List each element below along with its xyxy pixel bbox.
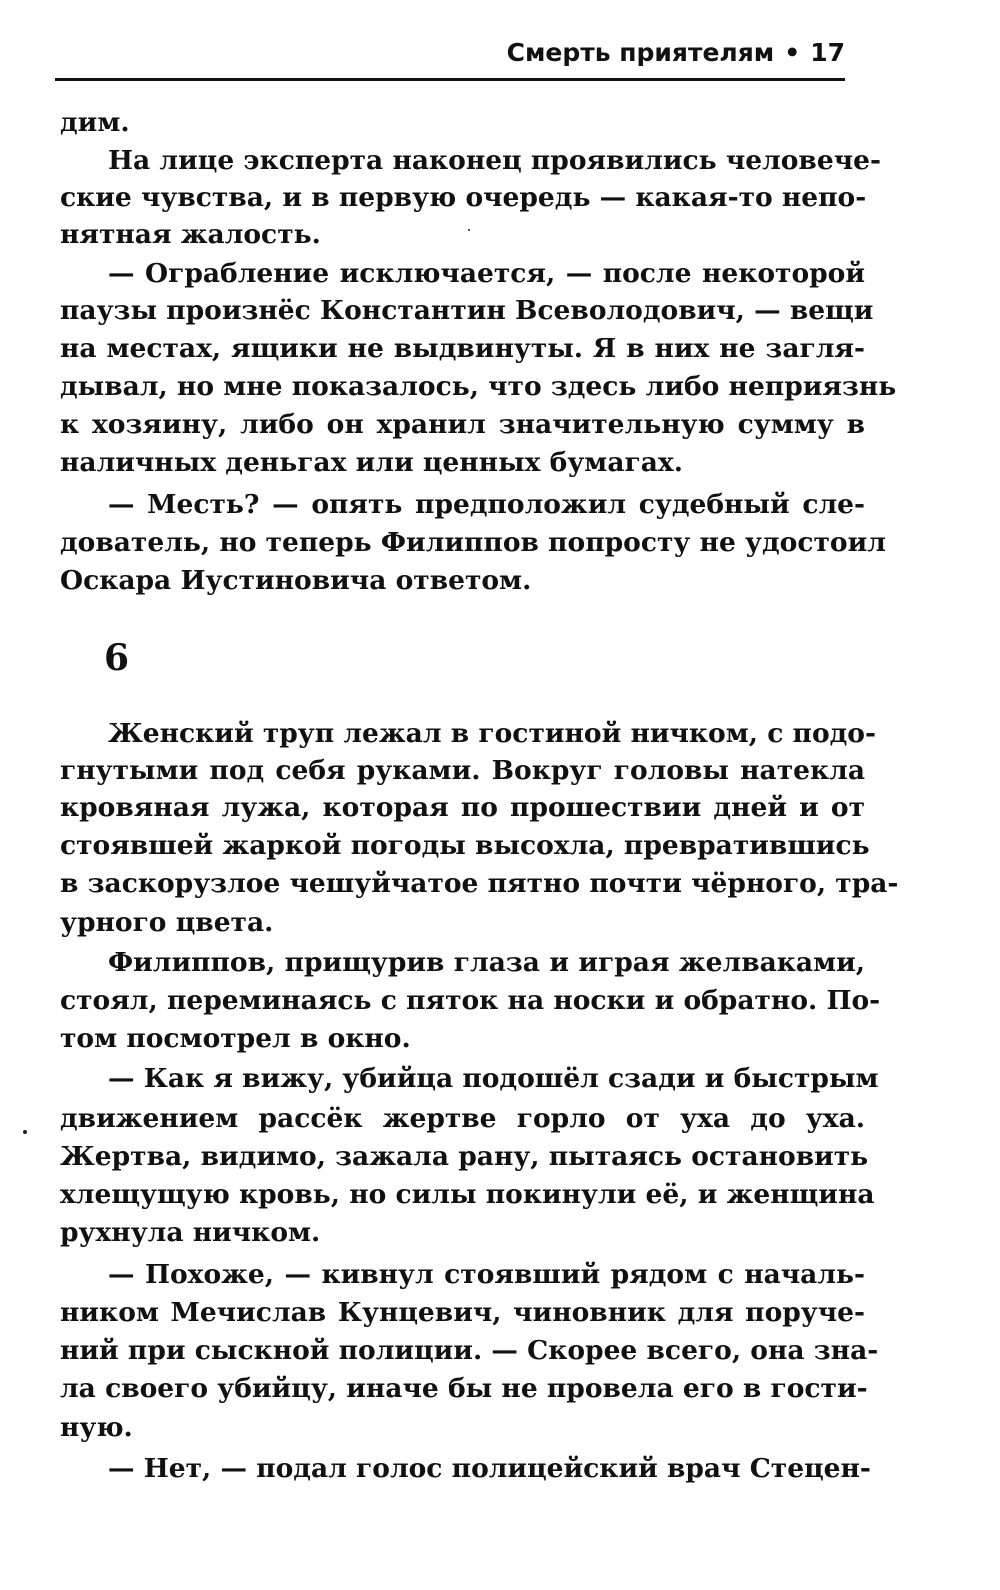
- text-line: Жертва, видимо, зажала рану, пытаясь остановить: [60, 1141, 869, 1172]
- text-line: Женский труп лежал в гостиной ничком, с подо-: [108, 718, 876, 749]
- text-line: На лице эксперта наконец проявились человече-: [108, 145, 881, 176]
- text-line: ские чувства, и в первую очередь — какая-то непо-: [60, 182, 867, 213]
- text-line: кровяная лужа, которая по прошествии дней и от: [60, 792, 865, 823]
- scan-speck: [23, 1130, 27, 1134]
- text-line: стоял, переминаясь с пяток на носки и обратно. По-: [60, 985, 881, 1016]
- text-line: дывал, но мне показалось, что здесь либо неприязнь: [60, 371, 897, 402]
- text-line: хлещущую кровь, но силы покинули её, и женщина: [60, 1179, 875, 1210]
- text-line: — Месть? — опять предположил судебный сле-: [108, 489, 865, 520]
- text-line: ла своего убийцу, иначе бы не провела его в гости-: [60, 1373, 868, 1404]
- text-line: дователь, но теперь Филиппов попросту не удостоил: [60, 527, 886, 558]
- text-line: Филиппов, прищурив глаза и играя желваками,: [108, 947, 865, 978]
- running-title: Смерть приятелям: [506, 37, 775, 67]
- header-rule: [55, 78, 845, 81]
- text-line: движением рассёк жертве горло от уха до уха.: [60, 1103, 865, 1134]
- text-line: паузы произнёс Константин Всеволодович, — вещи: [60, 295, 874, 326]
- text-line: том посмотрел в окно.: [60, 1023, 411, 1054]
- text-line: урного цвета.: [60, 907, 274, 938]
- text-line: — Как я вижу, убийца подошёл сзади и быстрым: [108, 1063, 879, 1094]
- text-line: дим.: [60, 107, 130, 138]
- text-line: ником Мечислав Кунцевич, чиновник для поруче-: [60, 1297, 865, 1328]
- text-line: гнутыми под себя руками. Вокруг головы натекла: [60, 755, 865, 786]
- text-line: на местах, ящики не выдвинуты. Я в них не загля-: [60, 333, 865, 364]
- chapter-number: 6: [104, 637, 130, 679]
- running-header: [55, 30, 845, 74]
- scan-speck: [468, 229, 470, 231]
- text-line: Оскара Иустиновича ответом.: [60, 565, 532, 596]
- text-line: — Ограбление исключается, — после некоторой: [108, 258, 865, 289]
- text-line: — Похоже, — кивнул стоявший рядом с началь-: [108, 1259, 865, 1290]
- text-line: стоявшей жаркой погоды высохла, превратившись: [60, 830, 870, 861]
- text-line: в заскорузлое чешуйчатое пятно почти чёрного, тра-: [60, 868, 899, 899]
- header-separator: •: [784, 37, 801, 67]
- text-line: — Нет, — подал голос полицейский врач Стецен-: [108, 1453, 871, 1484]
- text-line: нятная жалость.: [60, 219, 321, 250]
- text-line: наличных деньгах или ценных бумагах.: [60, 447, 683, 478]
- text-line: ний при сыскной полиции. — Скорее всего, она зна-: [60, 1335, 879, 1366]
- text-line: рухнула ничком.: [60, 1217, 321, 1248]
- text-line: к хозяину, либо он хранил значительную сумму в: [60, 409, 865, 440]
- page-number: 17: [810, 37, 845, 67]
- text-line: ную.: [60, 1412, 133, 1443]
